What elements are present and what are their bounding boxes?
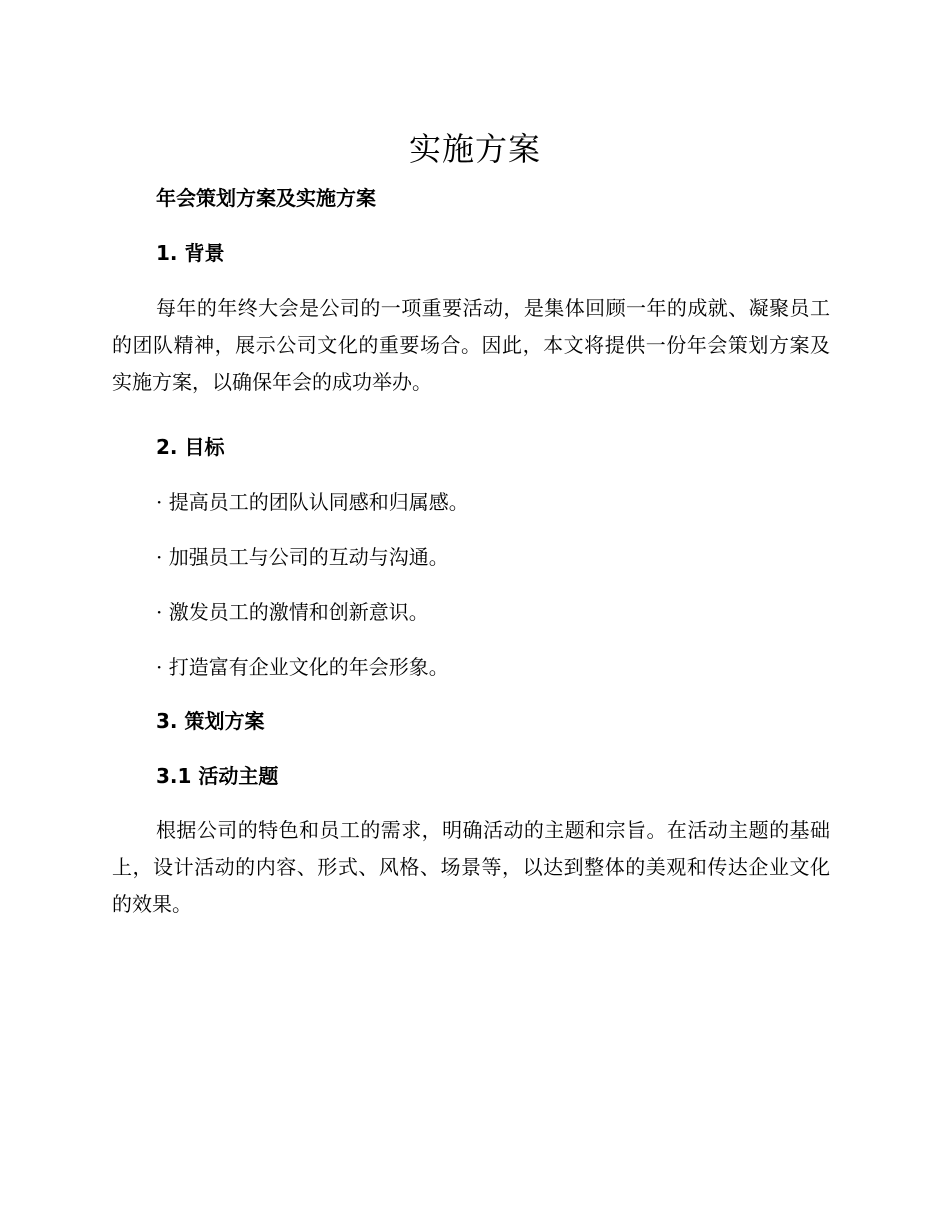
goal-list-item: · 提高员工的团队认同感和归属感。 — [156, 490, 469, 514]
goal-list-item: · 加强员工与公司的互动与沟通。 — [156, 545, 449, 569]
theme-paragraph: 根据公司的特色和员工的需求，明确活动的主题和宗旨。在活动主题的基础上，设计活动的内容、形式、风格、场景等，以达到整体的美观和传达企业文化的效果。 — [112, 818, 830, 916]
page-title: 实施方案 — [408, 130, 541, 168]
document-subtitle: 年会策划方案及实施方案 — [156, 186, 376, 210]
subsection-heading-theme: 3.1 活动主题 — [156, 764, 279, 788]
goal-list-item: · 激发员工的激情和创新意识。 — [156, 600, 429, 624]
section-heading-plan: 3. 策划方案 — [156, 709, 265, 733]
section-heading-background: 1. 背景 — [156, 241, 225, 265]
goal-list-item: · 打造富有企业文化的年会形象。 — [156, 655, 449, 679]
background-paragraph: 每年的年终大会是公司的一项重要活动，是集体回顾一年的成就、凝聚员工的团队精神，展示公司文化的重要场合。因此，本文将提供一份年会策划方案及实施方案，以确保年会的成功举办。 — [112, 296, 830, 394]
section-heading-goals: 2. 目标 — [156, 435, 225, 459]
